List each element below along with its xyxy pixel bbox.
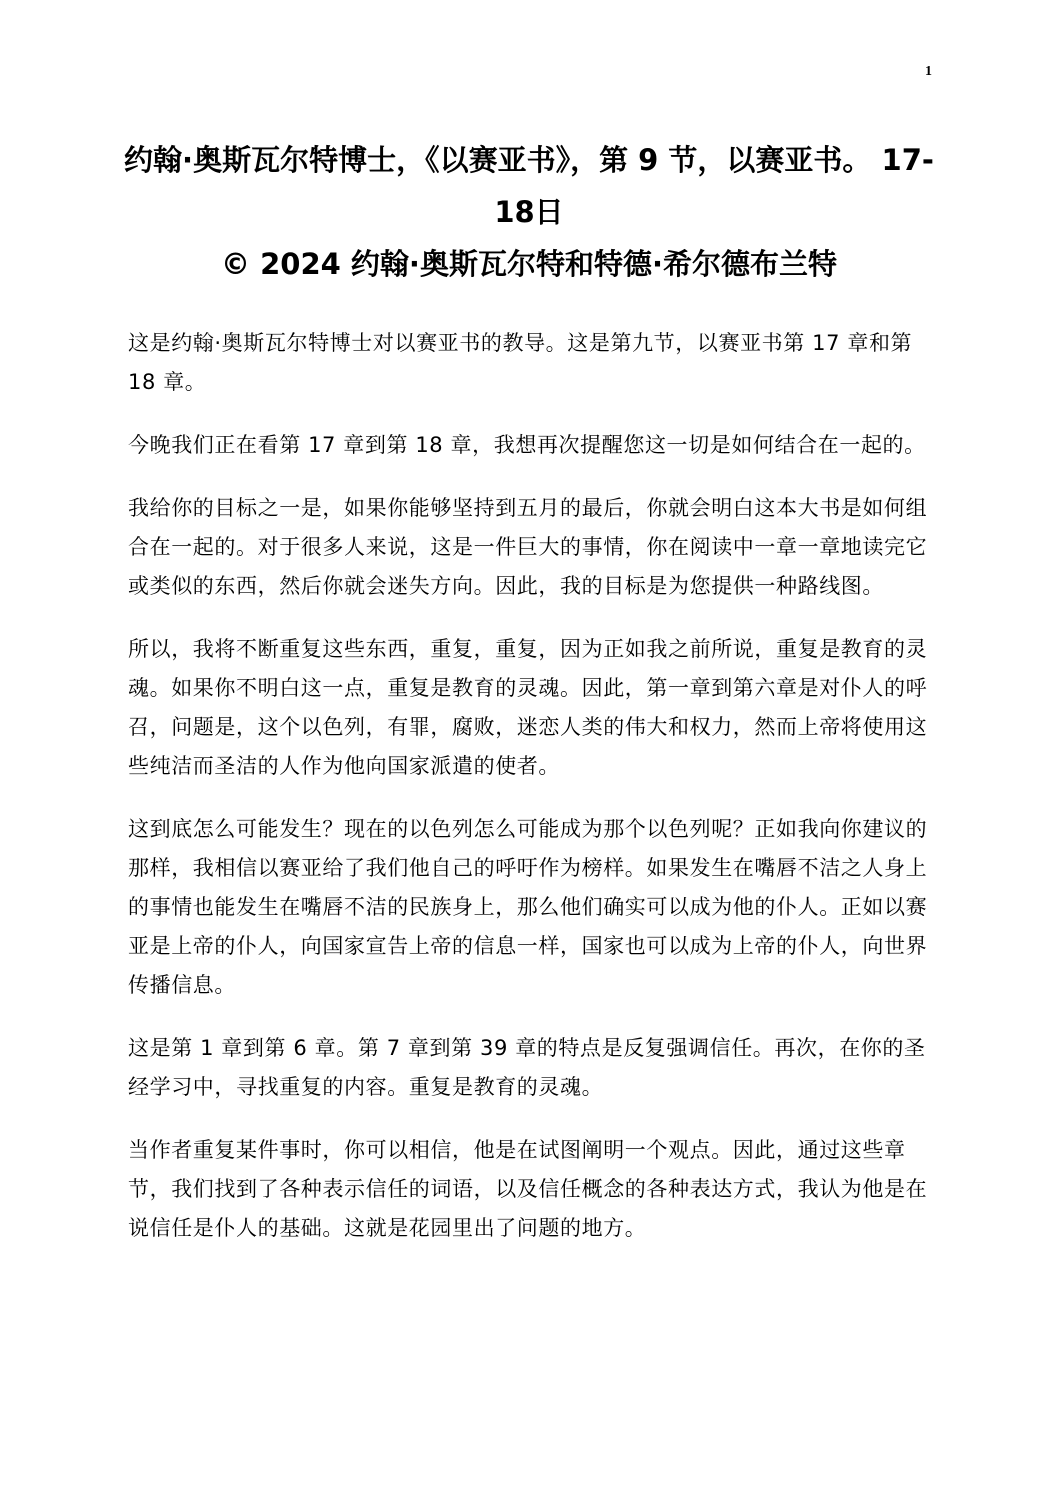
document-title bbox=[120, 134, 938, 290]
paragraph: 这是第 1 章到第 6 章。第 7 章到第 39 章的特点是反复强调信任。再次，在你的圣经学习中，寻找重复的内容。重复是教育的灵魂。 bbox=[128, 1036, 926, 1099]
paragraph: 当作者重复某件事时，你可以相信，他是在试图阐明一个观点。因此，通过这些章节，我们找到了各种表示信任的词语，以及信任概念的各种表达方式，我认为他是在说信任是仆人的基础。这就是花园里出了问题的地方。 bbox=[128, 1138, 928, 1240]
title-line-1: 约翰·奥斯瓦尔特博士，《以赛亚书》，第 9 节，以赛亚书。 17-18日 bbox=[124, 143, 934, 229]
title-copyright: © 2024 约翰·奥斯瓦尔特和特德·希尔德布兰特 bbox=[221, 247, 837, 281]
paragraph: 这是约翰·奥斯瓦尔特博士对以赛亚书的教导。这是第九节，以赛亚书第 17 章和第 18 章。 bbox=[128, 331, 913, 394]
page-number: 1 bbox=[925, 64, 932, 79]
paragraph: 所以，我将不断重复这些东西，重复，重复，因为正如我之前所说，重复是教育的灵魂。如果你不明白这一点，重复是教育的灵魂。因此，第一章到第六章是对仆人的呼召，问题是，这个以色列，有罪，腐败，迷恋人类的伟大和权力，然而上帝将使用这些纯洁而圣洁的人作为他向国家派遣的使者。 bbox=[128, 637, 928, 778]
paragraph: 这到底怎么可能发生？现在的以色列怎么可能成为那个以色列呢？正如我向你建议的那样，我相信以赛亚给了我们他自己的呼吁作为榜样。如果发生在嘴唇不洁之人身上的事情也能发生在嘴唇不洁的民族身上，那么他们确实可以成为他的仆人。正如以赛亚是上帝的仆人，向国家宣告上帝的信息一样，国家也可以成为上帝的仆人，向世界传播信息。 bbox=[128, 817, 928, 997]
document-body bbox=[128, 324, 928, 1272]
paragraph: 我给你的目标之一是，如果你能够坚持到五月的最后，你就会明白这本大书是如何组合在一起的。对于很多人来说，这是一件巨大的事情，你在阅读中一章一章地读完它或类似的东西，然后你就会迷失方向。因此，我的目标是为您提供一种路线图。 bbox=[128, 496, 928, 598]
paragraph: 今晚我们正在看第 17 章到第 18 章，我想再次提醒您这一切是如何结合在一起的。 bbox=[128, 433, 926, 457]
